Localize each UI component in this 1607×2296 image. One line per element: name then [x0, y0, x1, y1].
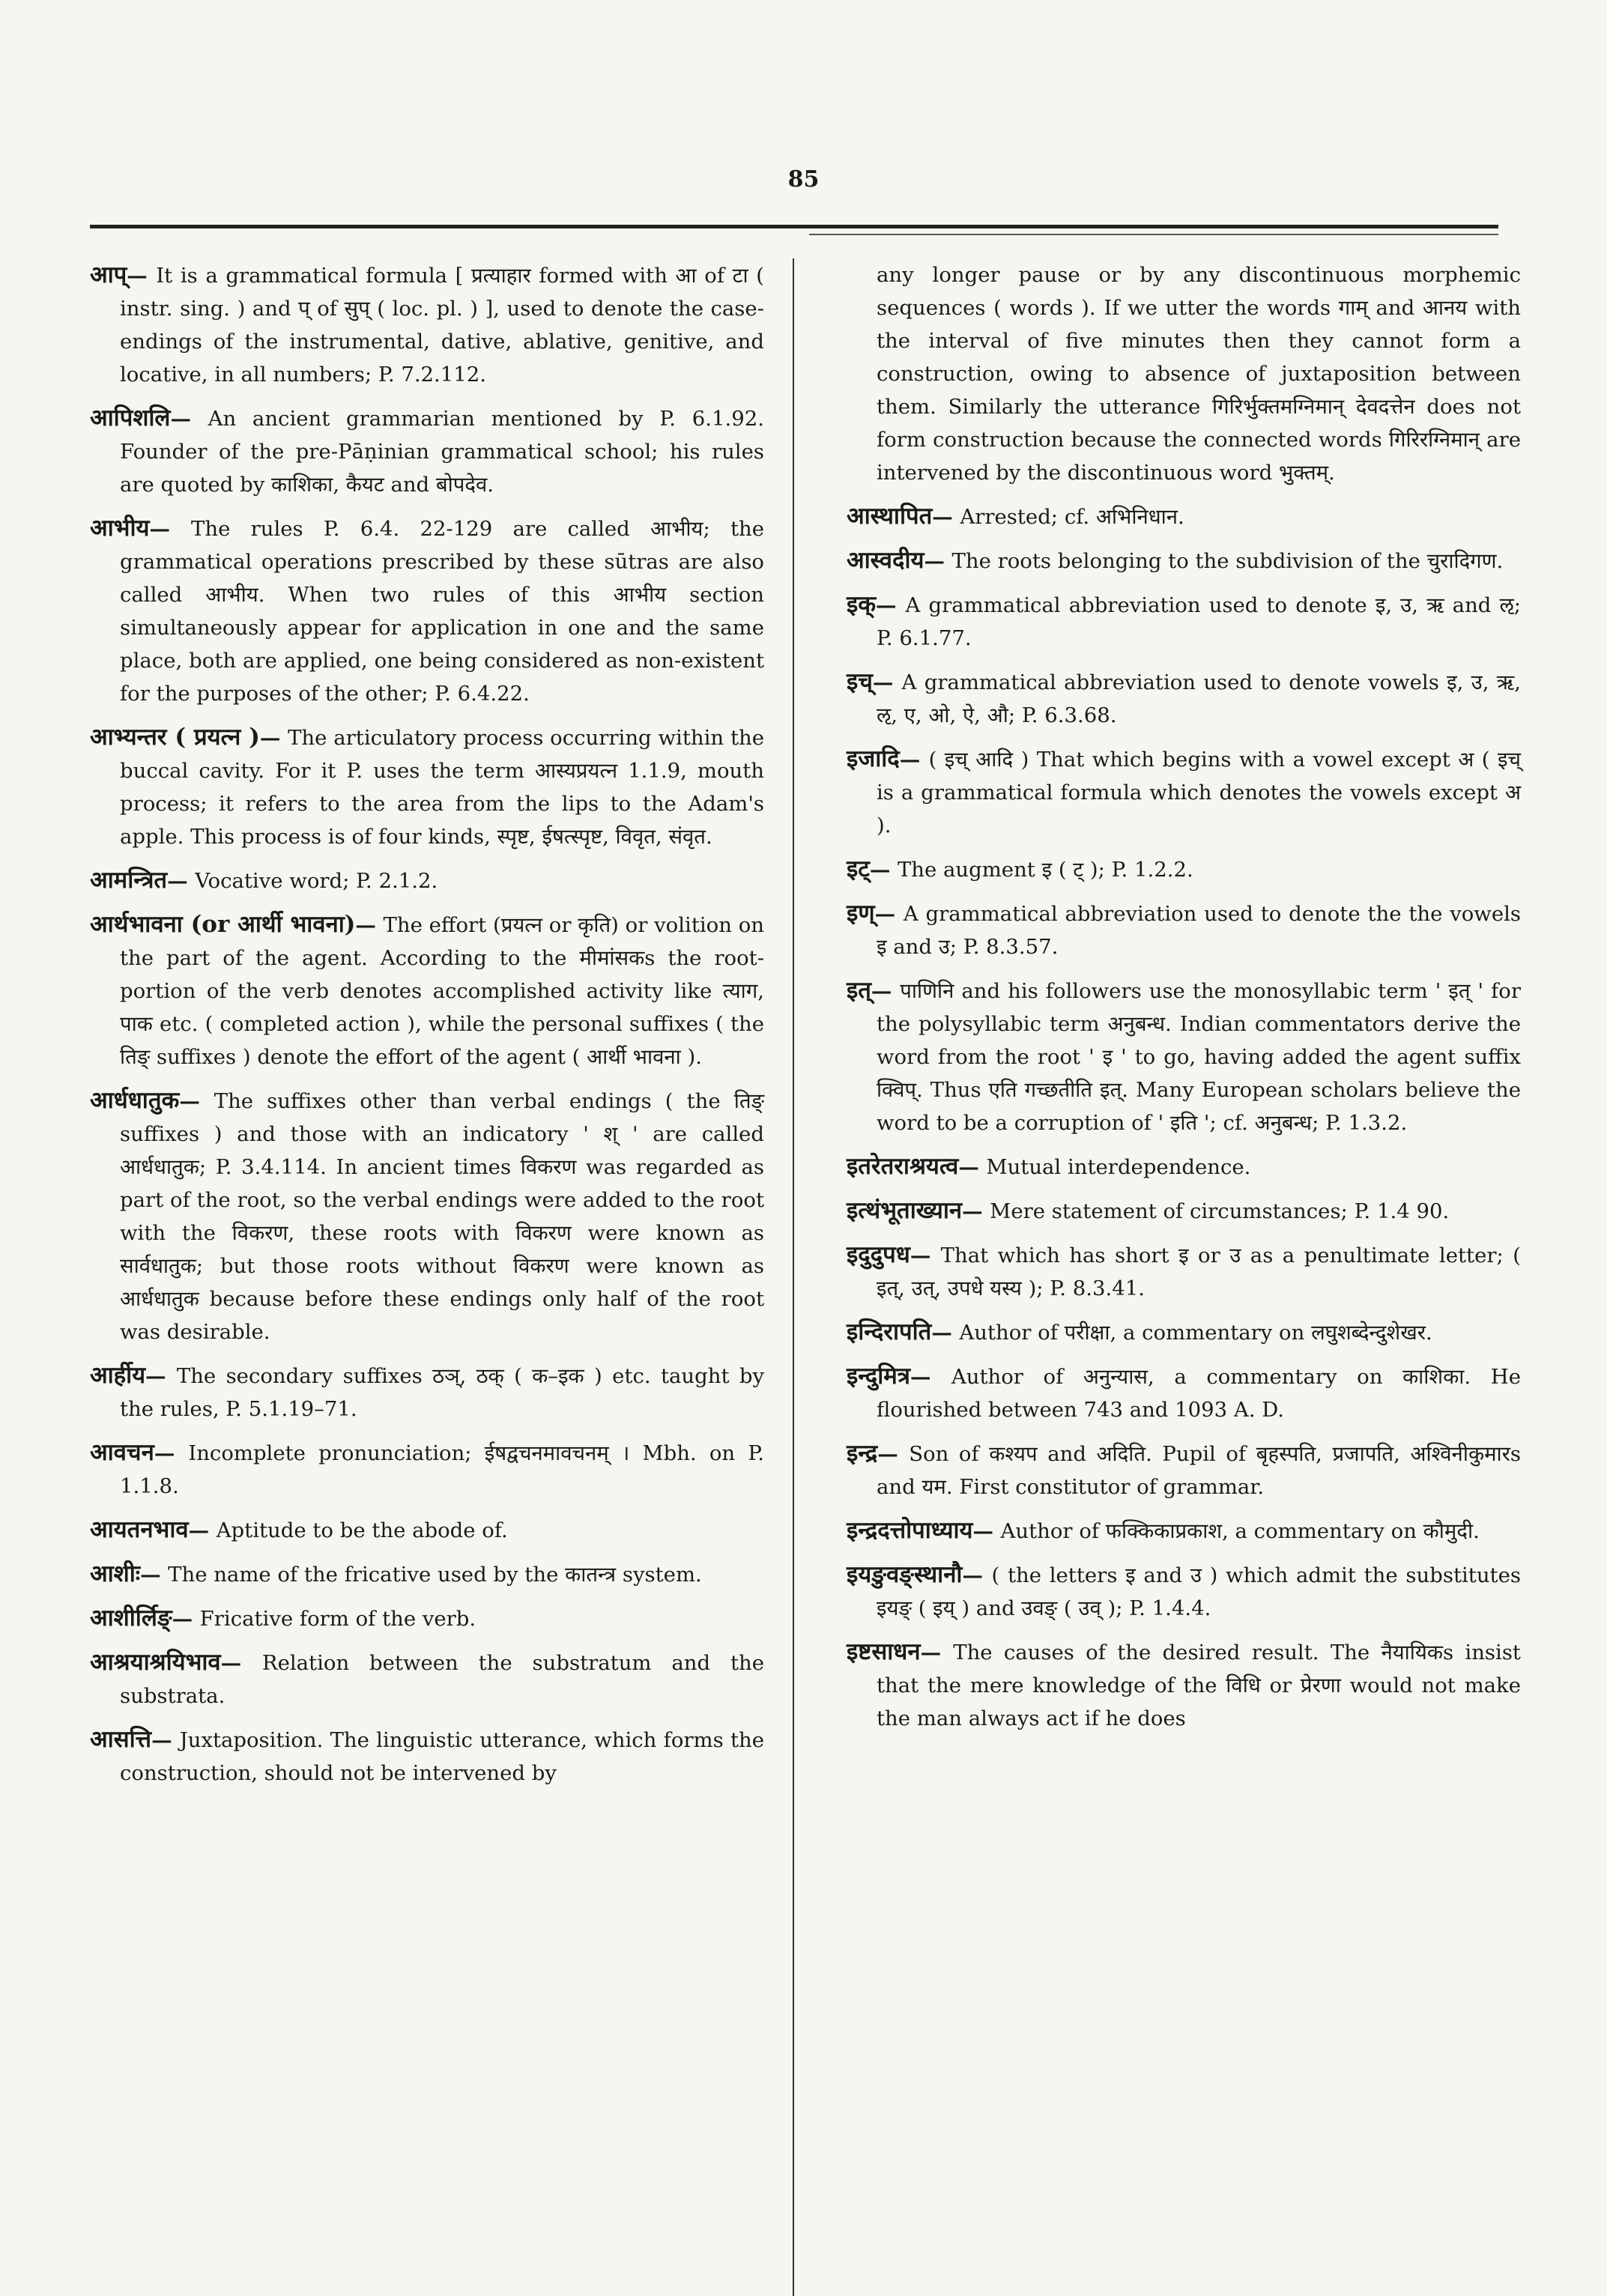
- entry-headword: आर्धधातुक: [90, 1087, 180, 1114]
- entry-headword: आवचन: [90, 1439, 154, 1466]
- entry-headword: इदुदुपध: [847, 1241, 910, 1268]
- entry-headword: इक्: [847, 591, 877, 618]
- dictionary-entry: [90, 1723, 764, 1790]
- entry-headword: इयङुवङ्स्थानौ: [847, 1561, 963, 1588]
- dictionary-entry: [90, 1602, 764, 1635]
- entry-headword: इजादि: [847, 745, 900, 772]
- entry-definition: Son of कश्यप and अदिति. Pupil of बृहस्पति, प्रजापति, अश्विनीकुमारs and यम. First constitutor of grammar.: [877, 1442, 1521, 1499]
- dictionary-entry: [847, 1360, 1521, 1426]
- entry-definition: A grammatical abbreviation used to denote the the vowels इ and उ; P. 8.3.57.: [877, 902, 1522, 959]
- entry-definition: Arrested; cf. अभिनिधान.: [960, 505, 1184, 529]
- entry-dash: —: [355, 913, 384, 937]
- entry-headword: इण्: [847, 900, 875, 927]
- dictionary-entry: [90, 1084, 764, 1348]
- entry-headword: आभीय: [90, 515, 150, 542]
- entry-definition: The causes of the desired result. The नैयायिकs insist that the mere knowledge of the विधि or प्रेरणा would not make the man always act if he does: [877, 1641, 1521, 1730]
- dictionary-entry: [90, 721, 764, 853]
- entry-dash: —: [871, 979, 901, 1003]
- entry-headword: इन्द्र: [847, 1440, 878, 1467]
- entry-headword: आसत्ति: [90, 1726, 152, 1753]
- entry-definition: ( इच् आदि ) That which begins with a vowel except अ ( इच् is a grammatical formula which denotes the vowels except अ ).: [877, 748, 1521, 837]
- entry-dash: —: [179, 1089, 214, 1113]
- page-number: 85: [787, 166, 820, 193]
- dictionary-entry: [847, 1194, 1521, 1228]
- entry-dash: —: [259, 726, 288, 750]
- dictionary-entry: [847, 1315, 1521, 1349]
- entry-dash: —: [962, 1199, 990, 1223]
- entry-dash: —: [972, 1519, 1001, 1543]
- dictionary-entry: [90, 1359, 764, 1426]
- entry-dash: —: [932, 505, 960, 529]
- entry-headword: आभ्यन्तर ( प्रयत्न ): [90, 724, 260, 751]
- dictionary-entry: [847, 544, 1521, 578]
- dictionary-entry: [847, 852, 1521, 886]
- dictionary-entry: [90, 402, 764, 501]
- entry-dash: —: [172, 1607, 200, 1631]
- entry-definition: पाणिनि and his followers use the monosyllabic term ' इत् ' for the polysyllabic term अनुबन्ध. Indian commentators derive the word from the root ' इ ' to go, having added the agent suffix क्विप्. Thus एति गच्छतीति इत्. Many European scholars believe the word to be a corruption of ' इति '; cf. अनुबन्ध; P. 1.3.2.: [877, 979, 1522, 1135]
- dictionary-entry: [847, 665, 1521, 732]
- dictionary-entry: [90, 1513, 764, 1547]
- dictionary-entry: [90, 1646, 764, 1712]
- entry-headword: आस्वदीय: [847, 547, 924, 574]
- entry-headword: इन्द्रदत्तोपाध्याय: [847, 1517, 973, 1544]
- dictionary-entry: [90, 258, 764, 391]
- dictionary-entry: [847, 500, 1521, 533]
- header-rule-thin: [809, 234, 1498, 235]
- entry-headword: इत्: [847, 977, 871, 1004]
- entry-dash: —: [154, 1441, 189, 1465]
- dictionary-entry: [90, 1557, 764, 1591]
- entry-definition: Author of अनुन्यास, a commentary on काशिका. He flourished between 743 and 1093 A. D.: [877, 1365, 1521, 1422]
- entry-definition: It is a grammatical formula [ प्रत्याहार formed with आ of टा ( instr. sing. ) and प् of सुप् ( loc. pl. ) ], used to denote the case-endings of the instrumental, dative, ablative, genitive, and locative, in all numbers; P. 7.2.112.: [120, 264, 765, 387]
- entry-headword: आर्हीय: [90, 1362, 146, 1389]
- entry-definition: The suffixes other than verbal endings ( the तिङ् suffixes ) and those with an indicatory ' श् ' are called आर्धधातुक; P. 3.4.114. In ancient times विकरण was regarded as part of the root, so the verbal endings were added to the root with the विकरण, these roots with विकरण were known as सार्वधातुक; but those roots without विकरण were known as आर्धधातुक because before these endings only half of the root was desirable.: [120, 1089, 765, 1344]
- entry-definition: Relation between the substratum and the substrata.: [120, 1651, 764, 1708]
- entry-headword: आयतनभाव: [90, 1516, 189, 1543]
- dictionary-entry: [847, 897, 1521, 963]
- entry-definition: Incomplete pronunciation; ईषद्वचनमावचनम् । Mbh. on P. 1.1.8.: [120, 1441, 765, 1498]
- entry-definition: Vocative word; P. 2.1.2.: [195, 869, 438, 893]
- entry-dash: —: [220, 1651, 262, 1675]
- entry-definition: Fricative form of the verb.: [199, 1607, 476, 1631]
- entry-definition: Author of फक्किकाप्रकाश, a commentary on कौमुदी.: [1000, 1519, 1480, 1543]
- entry-definition: Juxtaposition. The linguistic utterance, which forms the construction, should not be intervened by: [120, 1728, 765, 1785]
- entry-dash: —: [962, 1563, 992, 1587]
- entry-headword: आर्थभावना (or आर्थी भावना): [90, 911, 356, 938]
- header-rule: [90, 225, 1498, 228]
- entry-dash: —: [877, 1442, 910, 1466]
- entry-headword: इन्दुमित्र: [847, 1363, 910, 1390]
- dictionary-entry: [847, 742, 1521, 842]
- dictionary-entry: [847, 1635, 1521, 1735]
- continued-entry-text: any longer pause or by any discontinuous morphemic sequences ( words ). If we utter the words गाम् and आनय with the interval of five minutes then they cannot form a construction, owing to absence of juxtaposition between them. Similarly the utterance गिरिर्भुक्तमग्निमान् देवदत्तेन does not form construction because the connected words गिरिरग्निमान् are intervened by the discontinuous word भुक्तम्.: [877, 263, 1521, 485]
- dictionary-entry: [847, 588, 1521, 655]
- entry-definition: A grammatical abbreviation used to denote vowels इ, उ, ऋ, ऌ, ए, ओ, ऐ, औ; P. 6.3.68.: [877, 670, 1521, 727]
- entry-dash: —: [872, 670, 902, 694]
- entry-headword: इष्टसाधन: [847, 1638, 921, 1665]
- dictionary-entry: [847, 974, 1521, 1139]
- dictionary-entry: [90, 864, 764, 897]
- entry-definition: The secondary suffixes ठञ्, ठक् ( क–इक ) etc. taught by the rules, P. 5.1.19–71.: [120, 1364, 765, 1421]
- entry-headword: इच्: [847, 668, 873, 695]
- entry-definition: The rules P. 6.4. 22-129 are called आभीय; the grammatical operations prescribed by these sūtras are also called आभीय. When two rules of this आभीय section simultaneously appear for application in one and the same place, both are applied, one being considered as non-existent for the purposes of the other; P. 6.4.22.: [120, 517, 764, 706]
- entry-dash: —: [910, 1244, 941, 1267]
- entry-definition: That which has short इ or उ as a penultimate letter; ( इत्, उत्, उपधे यस्य ); P. 8.3.41.: [877, 1244, 1521, 1300]
- dictionary-entry: [847, 1437, 1521, 1503]
- entry-definition: The roots belonging to the subdivision of the चुरादिगण.: [951, 549, 1504, 573]
- dictionary-entry: [847, 1514, 1521, 1548]
- left-column: [90, 258, 764, 1800]
- dictionary-entry: [90, 908, 764, 1073]
- entry-headword: इत्थंभूताख्यान: [847, 1197, 963, 1224]
- entry-dash: —: [958, 1155, 987, 1179]
- entry-dash: —: [910, 1365, 951, 1389]
- entry-dash: —: [924, 549, 952, 573]
- entry-headword: आस्थापित: [847, 503, 933, 530]
- entry-dash: —: [869, 858, 898, 882]
- entry-dash: —: [151, 1728, 180, 1752]
- entry-dash: —: [127, 264, 157, 288]
- entry-headword: इतरेतराश्रयत्व: [847, 1153, 959, 1180]
- entry-definition: Author of परीक्षा, a commentary on लघुशब्देन्दुशेखर.: [959, 1321, 1432, 1345]
- entry-dash: —: [188, 1518, 217, 1542]
- entry-headword: इन्दिरापति: [847, 1318, 932, 1345]
- entry-dash: —: [145, 1364, 177, 1388]
- entry-definition: The name of the fricative used by the कातन्त्र system.: [168, 1563, 702, 1587]
- entry-definition: The articulatory process occurring within the buccal cavity. For it P. uses the term आस्यप्रयत्न 1.1.9, mouth process; it refers to the area from the lips to the Adam's apple. This process is of four kinds, स्पृष्ट, ईषत्स्पृष्ट, विवृत, संवृत.: [120, 726, 765, 849]
- entry-definition: A grammatical abbreviation used to denote इ, उ, ऋ and ऌ; P. 6.1.77.: [877, 593, 1521, 650]
- entry-dash: —: [170, 407, 208, 431]
- entry-definition: Mere statement of circumstances; P. 1.4 90.: [990, 1199, 1450, 1223]
- right-column: [847, 258, 1521, 1745]
- entry-definition: The augment इ ( ट् ); P. 1.2.2.: [897, 858, 1193, 882]
- entry-dash: —: [931, 1321, 960, 1345]
- dictionary-entry: [847, 1238, 1521, 1305]
- entry-headword: आशीर्लिङ्: [90, 1605, 172, 1632]
- entry-headword: आश्रयाश्रयिभाव: [90, 1649, 221, 1676]
- entry-headword: आप्: [90, 261, 127, 288]
- entry-definition: The effort (प्रयत्न or कृति) or volition on the part of the agent. According to the मीमांसकs the root-portion of the verb denotes accomplished activity like त्याग, पाक etc. ( completed action ), while the personal suffixes ( the तिङ् suffixes ) denote the effort of the agent ( आर्थी भावना ).: [120, 913, 764, 1069]
- entry-dash: —: [140, 1563, 169, 1587]
- entry-dash: —: [920, 1641, 954, 1665]
- entry-definition: Aptitude to be the abode of.: [216, 1518, 508, 1542]
- entry-headword: इट्: [847, 855, 870, 882]
- dictionary-entry: [847, 1558, 1521, 1625]
- entry-dash: —: [149, 517, 192, 541]
- entry-dash: —: [167, 869, 196, 893]
- entry-dash: —: [876, 593, 906, 617]
- entry-headword: आपिशलि: [90, 405, 171, 431]
- entry-dash: —: [874, 902, 904, 926]
- dictionary-entry: [90, 512, 764, 710]
- entry-definition: Mutual interdependence.: [986, 1155, 1251, 1179]
- entry-dash: —: [899, 748, 929, 772]
- column-divider: [793, 258, 794, 2296]
- dictionary-entry: [847, 1150, 1521, 1184]
- entry-definition: ( the letters इ and उ ) which admit the substitutes इयङ् ( इय् ) and उवङ् ( उव् ); P. 1.4.4.: [877, 1563, 1521, 1620]
- entry-headword: आमन्त्रित: [90, 867, 168, 894]
- dictionary-entry: [90, 1436, 764, 1503]
- entry-headword: आशीः: [90, 1560, 141, 1587]
- entry-definition: An ancient grammarian mentioned by P. 6.1.92. Founder of the pre-Pāṇinian grammatical school; his rules are quoted by काशिका, कैयट and बोपदेव.: [120, 407, 764, 497]
